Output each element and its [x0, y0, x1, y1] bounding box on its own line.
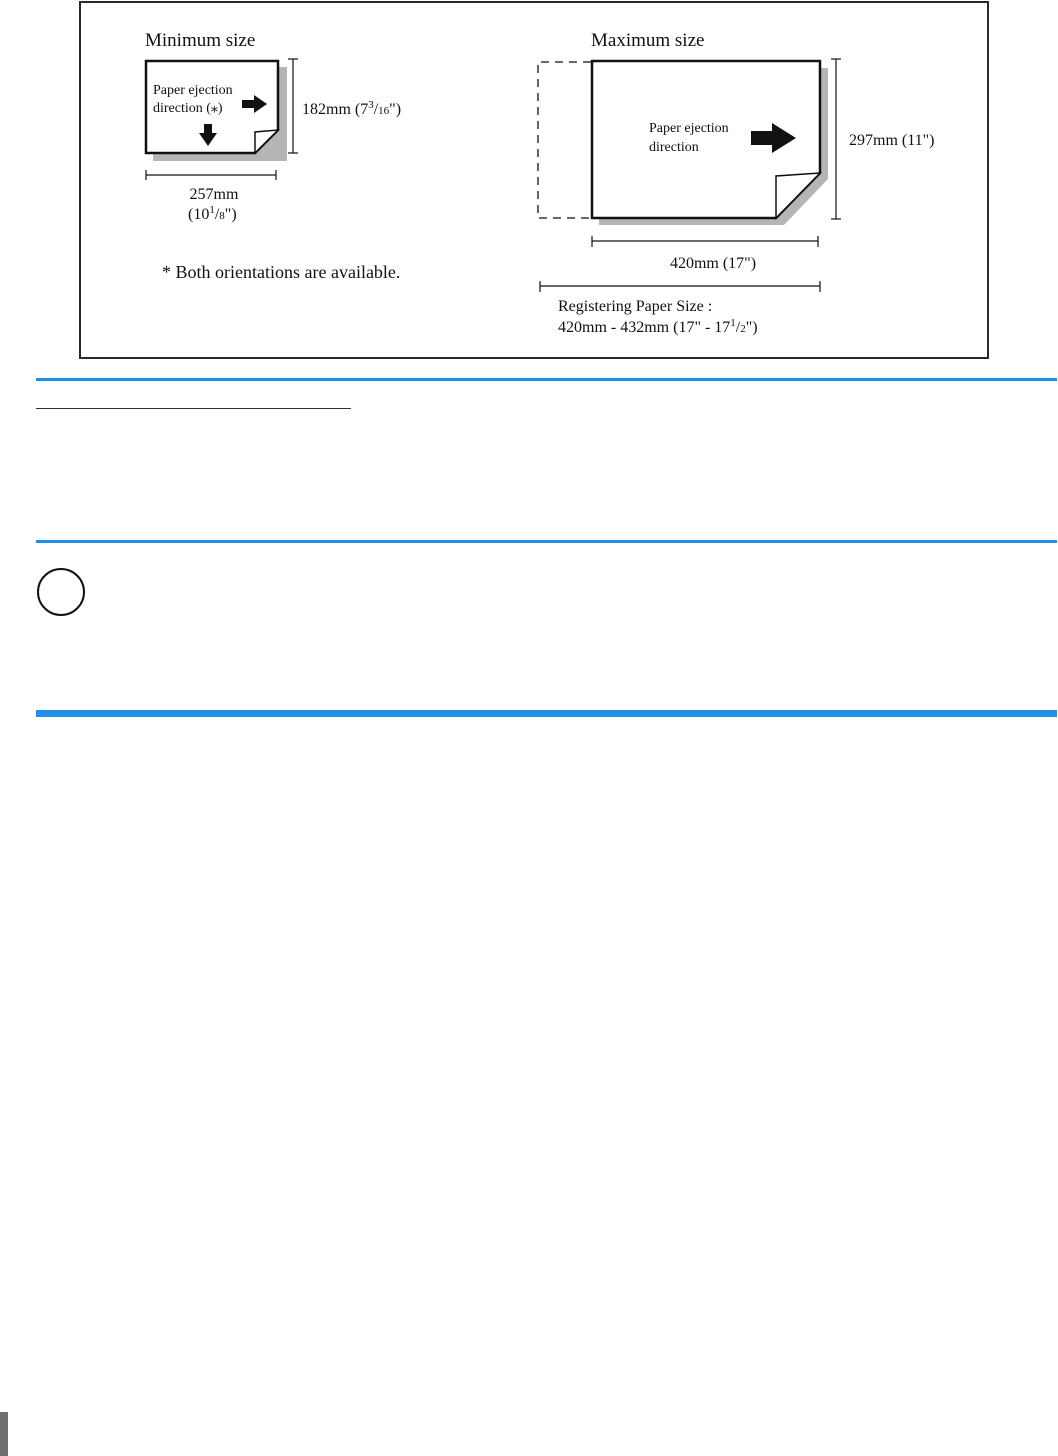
minimum-ejection-label: Paper ejection direction (⁎): [153, 83, 233, 116]
maximum-width-label: 420mm (17"): [669, 255, 757, 272]
section-divider-thick: [36, 710, 1057, 717]
paper-size-diagram: [0, 0, 1058, 370]
maximum-paper-sheet: [592, 61, 828, 225]
minimum-width-dimension-line: [146, 170, 276, 180]
registering-extension-outline: [538, 62, 591, 218]
subheading-underline: [36, 408, 351, 409]
registering-size-label: Registering Paper Size :: [558, 298, 713, 315]
page-edge-tab: [0, 1412, 8, 1456]
maximum-height-label: 297mm (11"): [849, 132, 935, 149]
minimum-width-label: 257mm: [189, 186, 239, 203]
note-circle-icon: [37, 568, 85, 616]
maximum-width-dimension-line: [592, 236, 818, 247]
maximum-size-heading: Maximum size: [591, 30, 705, 51]
minimum-width-inch-label: $(10^1/8")$: [188, 204, 237, 223]
maximum-ejection-label: Paper ejection direction: [649, 121, 729, 155]
registering-size-range: 420mm - 432mm (17" - $17^1/2$"): [558, 317, 758, 336]
registering-width-dimension-line: [540, 281, 820, 292]
section-divider: [36, 540, 1057, 543]
maximum-height-dimension-line: [831, 59, 841, 219]
minimum-size-heading: Minimum size: [145, 30, 256, 51]
section-divider: [36, 378, 1057, 381]
orientation-footnote: * Both orientations are available.: [162, 262, 401, 282]
minimum-height-label: 182mm $(7^3/16")$: [302, 99, 402, 118]
minimum-height-dimension-line: [288, 59, 298, 153]
